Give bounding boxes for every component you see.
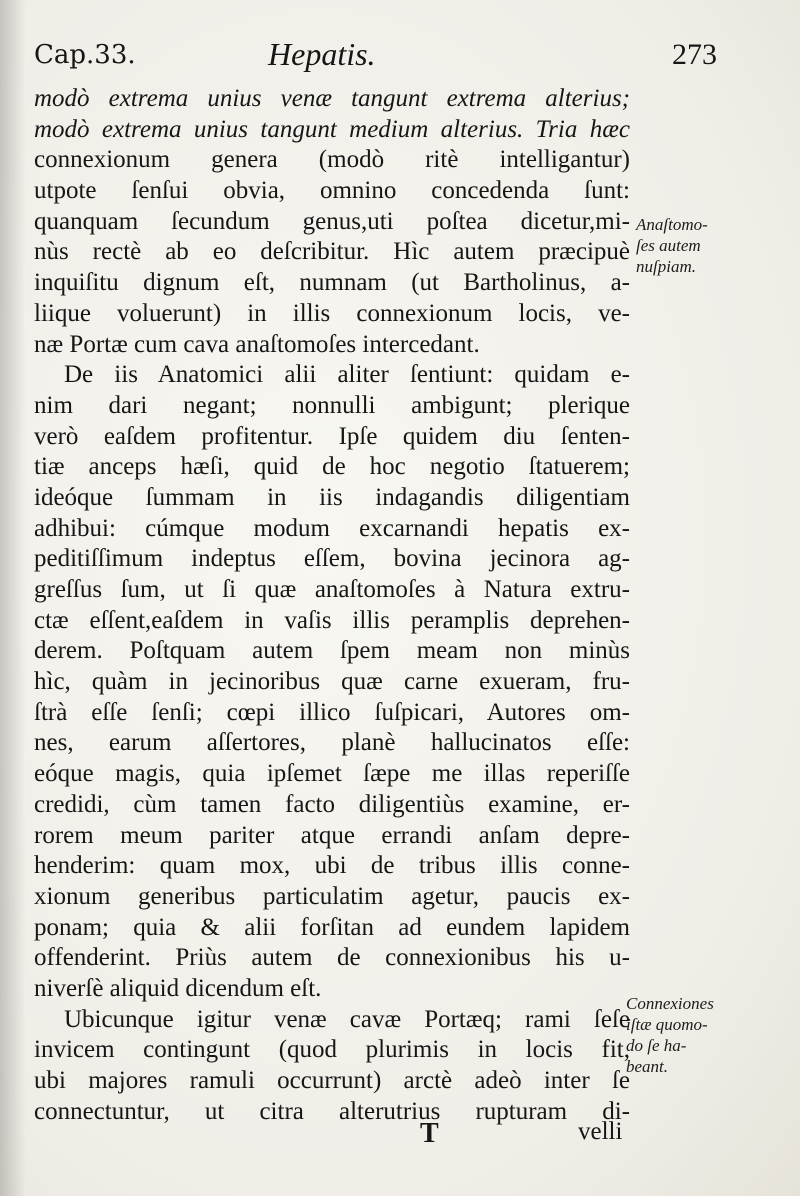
text-line-5: quanquam ſecundum genus,uti poſtea dicetur,mi- <box>34 207 630 235</box>
margin-note-connexiones <box>626 993 714 1077</box>
text-line-12: verò eaſdem profitentur. Ipſe quidem diu ſenten- <box>34 422 630 450</box>
text-line-21: ſtrà eſſe ſenſi; cœpi illico ſuſpicari, Autores om- <box>34 698 630 726</box>
text-line-6: nùs rectè ab eo deſcribitur. Hìc autem præcipuè <box>34 238 630 266</box>
text-line-30: niverſè aliquid dicendum eſt. <box>34 974 322 1002</box>
page-number: 273 <box>672 38 717 71</box>
text-line-17: greſſus ſum, ut ſi quæ anaſtomoſes à Natura extru- <box>34 576 630 603</box>
text-line-29: offenderint. Priùs autem de connexionibus his u- <box>34 944 630 972</box>
text-line-24: credidi, cùm tamen facto diligentiùs examine, er- <box>34 790 630 818</box>
text-line-7: inquiſitu dignum eſt, numnam (ut Bartholinus, a- <box>34 269 630 297</box>
text-line-11: nim dari negant; nonnulli ambigunt; plerique <box>34 391 630 419</box>
text-line-31: Ubicunque igitur venæ cavæ Portæq; rami ſeſe <box>64 1005 630 1033</box>
margin-note-line: ſes autem <box>636 236 701 255</box>
signature-mark: T <box>420 1118 439 1149</box>
margin-note-line: do ſe ha- <box>626 1036 687 1055</box>
body-text <box>34 84 630 1127</box>
text-line-10: De iis Anatomici alii aliter ſentiunt: quidam e- <box>64 361 630 389</box>
text-line-25: rorem meum pariter atque errandi anſam depre- <box>34 821 630 849</box>
text-line-23: eóque magis, quia ipſemet ſæpe me illas reperiſſe <box>34 760 630 788</box>
text-line-4: utpote ſenſui obvia, omnino concedenda ſunt: <box>34 177 630 205</box>
text-line-8: liique voluerunt) in illis connexionum locis, ve- <box>34 299 630 327</box>
text-line-18: ctæ eſſent,eaſdem in vaſis illis peramplis deprehen- <box>34 606 630 634</box>
text-line-26: henderim: quam mox, ubi de tribus illis conne- <box>34 852 630 880</box>
text-line-33: ubi majores ramuli occurrunt) arctè adeò inter ſe <box>34 1067 630 1094</box>
text-line-15: adhibui: cúmque modum excarnandi hepatis ex- <box>34 514 630 542</box>
text-line-13: tiæ anceps hæſi, quid de hoc negotio ſtatuerem; <box>34 453 630 481</box>
text-line-14: ideóque ſummam in iis indagandis diligentiam <box>34 483 630 511</box>
text-line-28: ponam; quia & alii forſitan ad eundem lapidem <box>34 913 630 941</box>
margin-note-line: beant. <box>626 1057 669 1076</box>
margin-note-line: iſtæ quomo- <box>626 1015 708 1034</box>
text-line-32: invicem contingunt (quod plurimis in locis fit, <box>34 1036 630 1064</box>
catchword: velli <box>578 1118 623 1145</box>
margin-note-line: Anaſtomo- <box>636 215 708 234</box>
text-line-2: modò extrema unius tangunt medium alterius. Tria hæc <box>34 115 630 143</box>
binding-shadow <box>0 0 26 1196</box>
running-title: Hepatis. <box>268 36 376 72</box>
text-line-1: modò extrema unius venæ tangunt extrema alterius; <box>34 85 630 112</box>
text-line-19: derem. Poſtquam autem ſpem meam non minùs <box>34 637 630 665</box>
margin-note-line: nuſpiam. <box>636 257 696 276</box>
chapter-label: Cap.33. <box>34 40 136 70</box>
margin-note-line: Connexiones <box>626 994 714 1013</box>
text-line-20: hìc, quàm in jecinoribus quæ carne exueram, fru- <box>34 668 630 696</box>
margin-note-anastomoses <box>636 214 708 277</box>
text-line-9: næ Portæ cum cava anaſtomoſes intercedant. <box>34 330 480 358</box>
text-line-3: connexionum genera (modò ritè intelligantur) <box>34 146 630 174</box>
text-line-34: connectuntur, ut citra alterutrius rupturam di- <box>34 1097 630 1125</box>
text-line-27: xionum generibus particulatim agetur, paucis ex- <box>34 882 630 910</box>
text-line-22: nes, earum aſſertores, planè hallucinatos eſſe: <box>34 729 630 757</box>
running-head <box>0 36 800 76</box>
text-line-16: peditiſſimum indeptus eſſem, bovina jecinora ag- <box>34 545 630 573</box>
